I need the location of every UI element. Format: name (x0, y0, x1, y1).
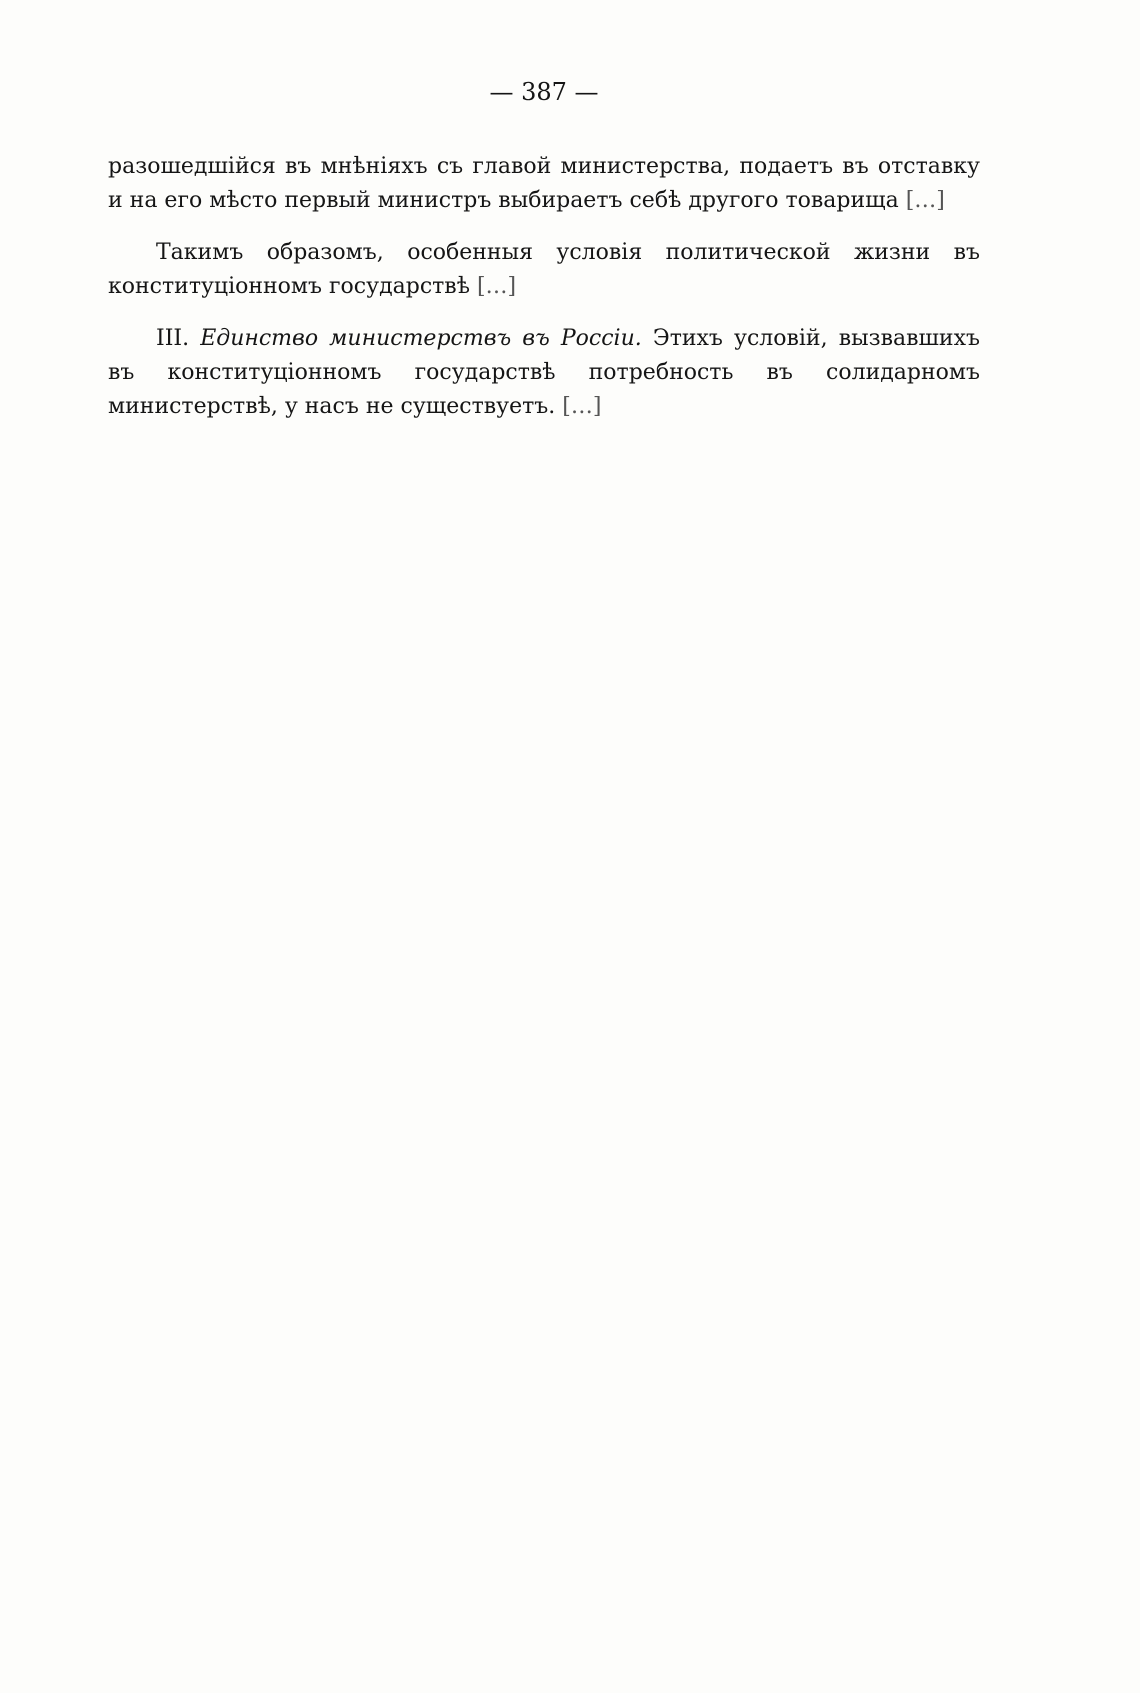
paragraph-1-lead: разошедшійся въ мнѣніяхъ съ главой министерства, подаетъ въ отставку и на его мѣсто первый министръ выбираетъ себѣ другого товарища (108, 154, 980, 213)
omission-marker: […] (476, 274, 517, 299)
omission-marker: […] (905, 188, 945, 213)
paragraph-3 (108, 322, 980, 424)
section-heading: Единство министерствъ въ Россіи. (200, 326, 642, 351)
paragraph-3-lead: Этихъ условій, вызвавшихъ въ конституціонномъ государствѣ потребность въ солидарномъ министерствѣ, у насъ не существуетъ. (108, 326, 980, 419)
page-number: — 387 — (489, 78, 599, 106)
paragraph-2-lead: Такимъ образомъ, особенныя условія политической жизни въ конституціонномъ государствѣ (108, 240, 980, 299)
section-label: III. (156, 326, 190, 351)
paragraph-1 (108, 150, 980, 218)
omission-marker: […] (562, 394, 602, 419)
paragraph-2 (108, 236, 980, 304)
